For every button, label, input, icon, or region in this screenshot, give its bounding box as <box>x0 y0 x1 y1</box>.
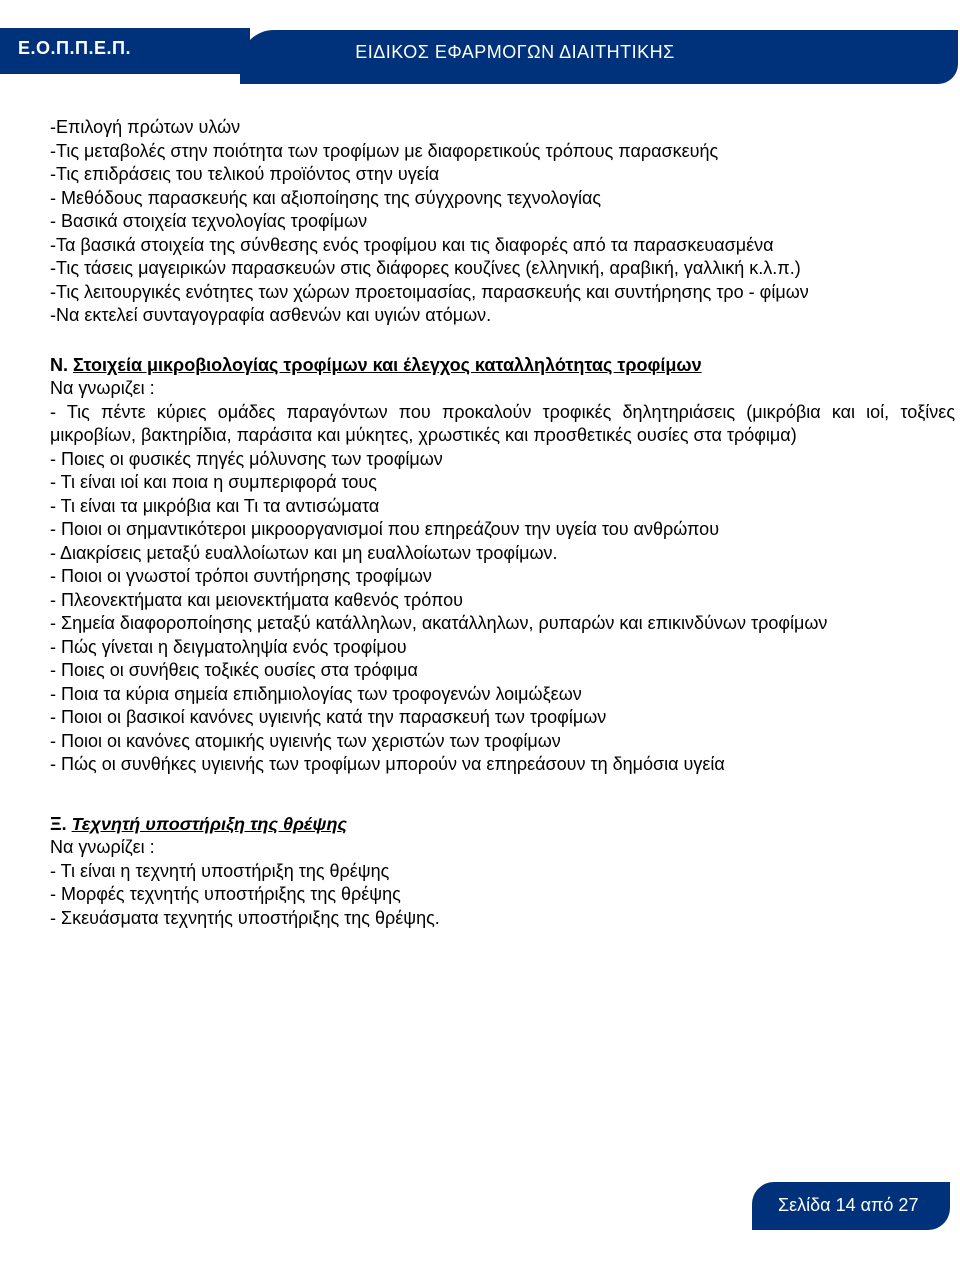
section-n-item: - Ποιες οι συνήθεις τοξικές ουσίες στα τρόφιμα <box>50 660 418 680</box>
page-number: Σελίδα 14 από 27 <box>778 1195 919 1215</box>
intro-line: -Επιλογή πρώτων υλών <box>50 117 241 137</box>
section-n-item: - Ποιοι οι βασικοί κανόνες υγιεινής κατά την παρασκευή των τροφίμων <box>50 707 607 727</box>
intro-line: -Τις τάσεις μαγειρικών παρασκευών στις διάφορες κουζίνες (ελληνική, αραβική, γαλλική κ.λ.π.) <box>50 258 801 278</box>
section-n-item: - Διακρίσεις μεταξύ ευαλλοίωτων και μη ευαλλοίωτων τροφίμων. <box>50 542 558 563</box>
section-n-first-item: - Τις πέντε κύριες ομάδες παραγόντων που προκαλούν τροφικές δηλητηριάσεις (μικρόβια και ιοί, τοξίνες μικροβίων, βακτηρίδια, παράσιτα και μύκητες, χρωστικές και προσθετικές ουσίες στα τρόφιμα) <box>50 401 955 445</box>
section-n-intro: Να γνωριζει : <box>50 378 155 398</box>
section-n-title: Στοιχεία μικροβιολογίας τροφίμων και έλεγχος καταλληλότητας τροφίμων <box>73 354 702 375</box>
section-n-item: - Σημεία διαφοροποίησης μεταξύ κατάλληλων, ακατάλληλων, ρυπαρών και επικινδύνων τροφίμων <box>50 613 828 633</box>
intro-line: -Τα βασικά στοιχεία της σύνθεσης ενός τροφίμου και τις διαφορές από τα παρασκευασμένα <box>50 234 774 255</box>
section-x-item: - Σκευάσματα τεχνητής υποστήριξης της θρέψης. <box>50 907 440 928</box>
intro-line: -Τις μεταβολές στην ποιότητα των τροφίμων με διαφορετικούς τρόπους παρασκευής <box>50 140 719 161</box>
section-n-item: - Ποιες οι φυσικές πηγές μόλυνσης των τροφίμων <box>50 448 443 469</box>
section-n-item: - Τι είναι τα μικρόβια και Τι τα αντισώματα <box>50 495 380 516</box>
section-n-item: - Ποιοι οι σημαντικότεροι μικροοργανισμοί που επηρεάζουν την υγεία του ανθρώπου <box>50 519 720 539</box>
section-n-item: - Πώς οι συνθήκες υγιεινής των τροφίμων μπορούν να επηρεάσουν τη δημόσια υγεία <box>50 754 725 774</box>
section-x-title: Τεχνητή υποστήριξη της θρέψης <box>71 813 348 834</box>
section-x-item: - Μορφές τεχνητής υποστήριξης της θρέψης <box>50 884 401 904</box>
section-n-item: - Ποιοι οι γνωστοί τρόποι συντήρησης τροφίμων <box>50 566 432 586</box>
section-n-heading <box>50 354 955 378</box>
intro-line: -Τις λειτουργικές ενότητες των χώρων προετοιμασίας, παρασκευής και συντήρησης τρο - φίμων <box>50 281 809 302</box>
intro-line: - Μεθόδους παρασκευής και αξιοποίησης της σύγχρονης τεχνολογίας <box>50 187 602 208</box>
document-body <box>50 116 955 930</box>
section-x-heading <box>50 813 955 837</box>
section-x-letter: Ξ. <box>50 813 67 834</box>
header-title: ΕΙΔΙΚΟΣ ΕΦΑΡΜΟΓΩΝ ΔΙΑΙΤΗΤΙΚΗΣ <box>355 42 675 62</box>
section-n-item: - Τι είναι ιοί και ποια η συμπεριφορά τους <box>50 472 377 492</box>
section-n-item: - Πώς γίνεται η δειγματοληψία ενός τροφίμου <box>50 636 407 657</box>
header-org: Ε.Ο.Π.Π.Ε.Π. <box>18 38 132 58</box>
section-n-item: - Ποιοι οι κανόνες ατομικής υγιεινής των χεριστών των τροφίμων <box>50 730 561 751</box>
intro-line: -Να εκτελεί συνταγογραφία ασθενών και υγιών ατόμων. <box>50 305 492 325</box>
section-x-item: - Τι είναι η τεχνητή υποστήριξη της θρέψης <box>50 860 390 881</box>
page-header <box>0 28 960 84</box>
intro-line: - Βασικά στοιχεία τεχνολογίας τροφίμων <box>50 211 368 231</box>
section-x-intro: Να γνωρίζει : <box>50 837 155 857</box>
section-n-letter: Ν. <box>50 354 68 375</box>
section-n-item: - Πλεονεκτήματα και μειονεκτήματα καθενός τρόπου <box>50 589 464 610</box>
section-n-item: - Ποια τα κύρια σημεία επιδημιολογίας των τροφογενών λοιμώξεων <box>50 683 582 704</box>
intro-line: -Τις επιδράσεις του τελικού προϊόντος στην υγεία <box>50 164 440 184</box>
